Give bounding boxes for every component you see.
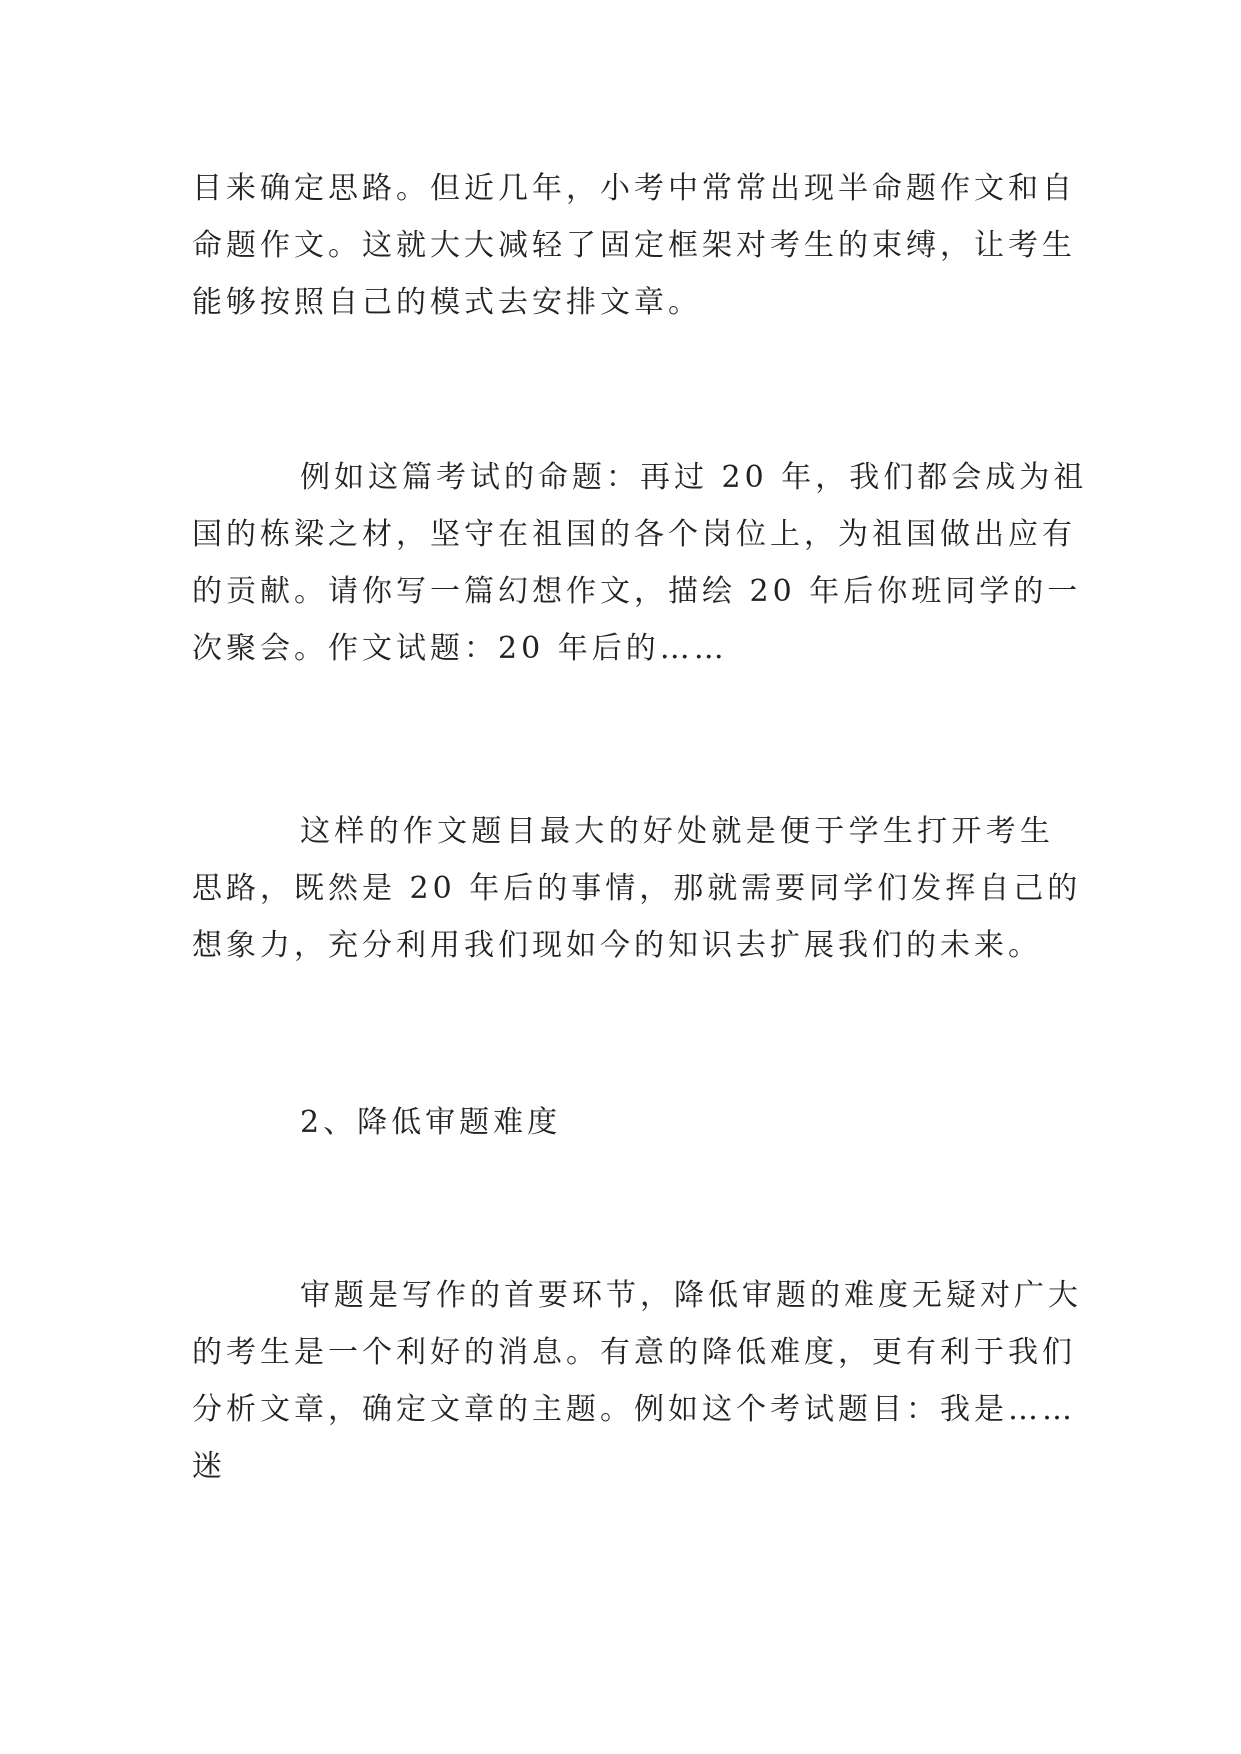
text-line: 目来确定思路。但近几年，小考中常常出现半命题作文和自 — [192, 171, 1076, 206]
text-line: 审题是写作的首要环节，降低审题的难度无疑对广大 — [300, 1278, 1082, 1313]
text-line: 国的栋梁之材，坚守在祖国的各个岗位上，为祖国做出应有 — [192, 517, 1076, 552]
paragraph-topic-analysis — [192, 1267, 1082, 1495]
paragraph-continuation — [192, 160, 1076, 331]
heading-text: 2、降低审题难度 — [300, 1105, 562, 1140]
text-line: 例如这篇考试的命题：再过 20 年，我们都会成为祖 — [300, 460, 1088, 495]
text-line: 想象力，充分利用我们现如今的知识去扩展我们的未来。 — [192, 928, 1042, 963]
text-line: 的贡献。请你写一篇幻想作文，描绘 20 年后你班同学的一 — [192, 574, 1082, 609]
paragraph-example-prompt — [192, 449, 1088, 677]
text-line: 这样的作文题目最大的好处就是便于学生打开考生 — [300, 814, 1054, 849]
text-line: 的考生是一个利好的消息。有意的降低难度，更有利于我们 — [192, 1335, 1076, 1370]
text-line: 思路，既然是 20 年后的事情，那就需要同学们发挥自己的 — [192, 871, 1082, 906]
paragraph-benefit — [192, 803, 1082, 974]
text-line: 迷 — [192, 1449, 226, 1484]
text-line: 次聚会。作文试题：20 年后的…… — [192, 631, 728, 666]
text-line: 能够按照自己的模式去安排文章。 — [192, 285, 702, 320]
section-heading — [192, 1094, 1054, 1151]
text-line: 分析文章，确定文章的主题。例如这个考试题目：我是…… — [192, 1392, 1076, 1427]
text-line: 命题作文。这就大大减轻了固定框架对考生的束缚，让考生 — [192, 228, 1076, 263]
